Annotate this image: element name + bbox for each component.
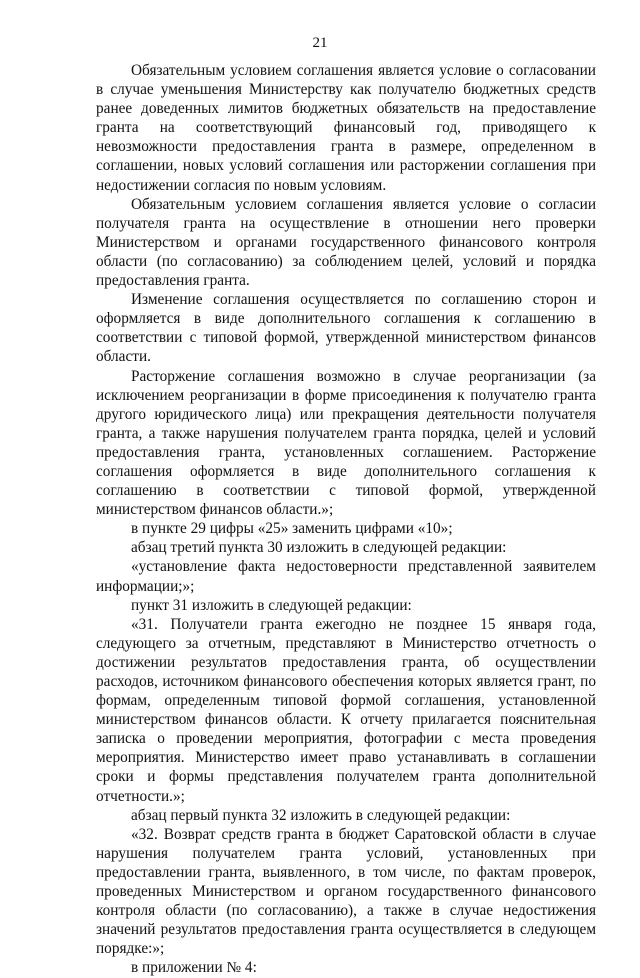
paragraph-appendix-4: в приложении № 4:	[131, 959, 257, 977]
paragraph-item-32-text: «32. Возврат средств гранта в бюджет Саратовской области в случае нарушения получателем гранта условий, установленных при предоставлении гранта, выявленного, в том числе, по фактам проверок, проведенных Министерством и органом государственного финансового контроля области (по согласованию), а также в случае недостижения значений результатов предоставления гранта осуществляется в следующем порядке:»;	[96, 825, 596, 958]
paragraph-inspection-consent: Обязательным условием соглашения является условие о согласии получателя гранта на осуществление в отношении него проверки Министерством и органами государственного финансового контроля области (по согласованию) за соблюдением целей, условий и порядка предоставления гранта.	[96, 195, 596, 290]
paragraph-agreement-termination: Расторжение соглашения возможно в случае реорганизации (за исключением реорганизации в форме присоединения к получателю гранта другого юридического лица) или прекращения деятельности получателя гранта, а также нарушения получателем гранта порядка, целей и условий предоставления гранта, установленных соглашением. Расторжение соглашения оформляется в виде дополнительного соглашения к соглашению в соответствии с типовой формой, утвержденной министерством финансов области.»;	[96, 367, 596, 519]
document-body	[96, 61, 596, 978]
paragraph-agreement-change: Изменение соглашения осуществляется по соглашению сторон и оформляется в виде дополнительного соглашения к соглашению в соответствии с типовой формой, утвержденной министерством финансов области.	[96, 291, 596, 366]
paragraph-approval-condition: Обязательным условием соглашения является условие о согласовании в случае уменьшения Министерству как получателю бюджетных средств ранее доведенных лимитов бюджетных обязательств на предоставление гранта на соответствующий финансовый год, приводящего к невозможности предоставления гранта в размере, определенном в соглашении, новых условий соглашения или расторжении соглашения при недостижении согласия по новым условиям.	[96, 62, 596, 194]
paragraph-item-30-text: «установление факта недостоверности представленной заявителем информации;»;	[96, 558, 596, 595]
paragraph-item-30-intro: абзац третий пункта 30 изложить в следующей редакции:	[131, 539, 507, 557]
page-number: 21	[312, 35, 328, 51]
paragraph-item-32-intro: абзац первый пункта 32 изложить в следующей редакции:	[131, 806, 511, 824]
paragraph-item-31-text: «31. Получатели гранта ежегодно не позднее 15 января года, следующего за отчетным, представляют в Министерство отчетность о достижении результатов предоставления гранта, об осуществлении расходов, источником финансового обеспечения которых является грант, по формам, определенным типовой формой соглашения, установленной министерством финансов области. К отчету прилагается пояснительная записка о проведении мероприятия, фотографии с места проведения мероприятия. Министерство имеет право устанавливать в соглашении сроки и формы представления получателем гранта дополнительной отчетности.»;	[96, 615, 596, 805]
paragraph-item-29: в пункте 29 цифры «25» заменить цифрами «10»;	[131, 520, 453, 538]
paragraph-item-31-intro: пункт 31 изложить в следующей редакции:	[131, 596, 412, 614]
